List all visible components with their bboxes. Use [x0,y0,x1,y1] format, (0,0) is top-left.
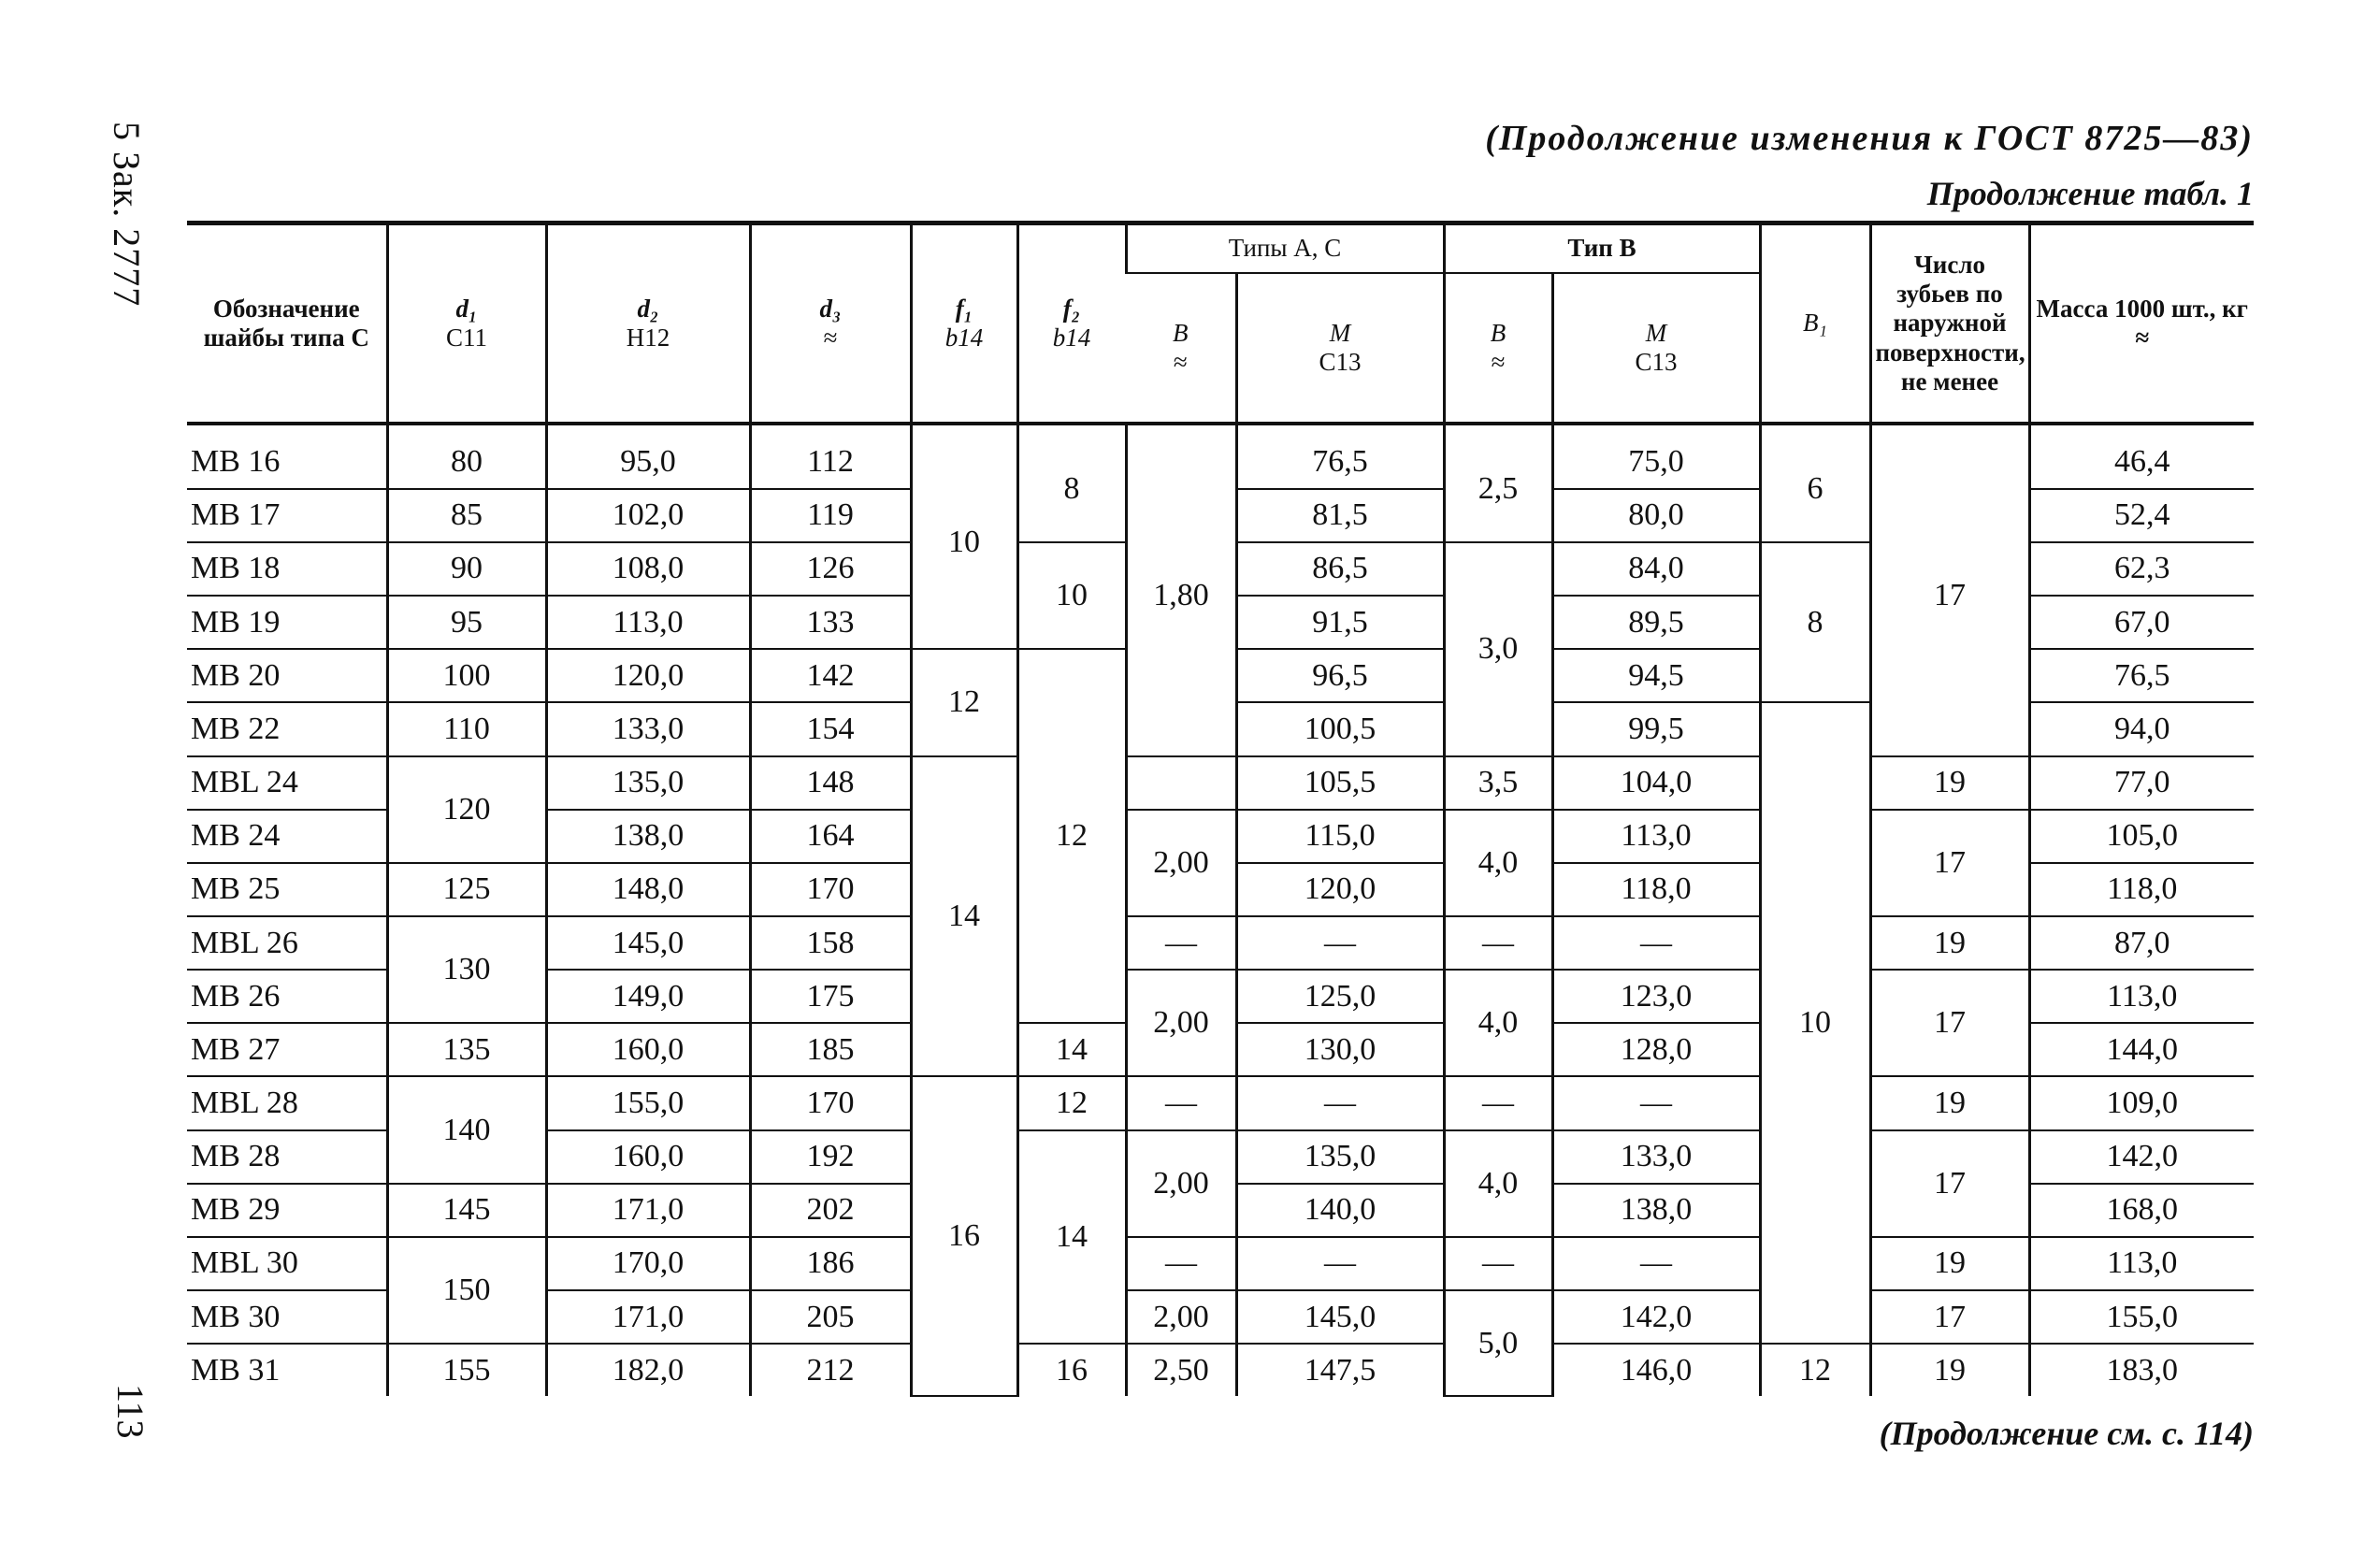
m-b-cell: 142,0 [1552,1290,1760,1344]
b-ac-cell: 2,00 [1126,970,1236,1076]
m-ac-symbol: M [1329,318,1351,347]
d3-cell: 170 [750,863,911,916]
m-b-cell: 84,0 [1552,542,1760,596]
teeth-cell: 17 [1870,970,2029,1076]
b-b-cell: — [1444,1076,1552,1129]
f2-cell: 14 [1017,1023,1126,1076]
d2-cell: 102,0 [546,489,750,542]
d2-cell: 182,0 [546,1344,750,1396]
teeth-cell: 19 [1870,1344,2029,1396]
mass-cell: 183,0 [2029,1344,2254,1396]
b-ac-tolerance: ≈ [1173,348,1188,376]
f2-cell: 12 [1017,649,1126,1023]
header-d1 [387,223,546,424]
d1-cell: 80 [387,437,546,489]
d1-cell: 110 [387,702,546,755]
m-ac-cell: 100,5 [1236,702,1444,755]
designation-cell: MB 31 [191,1352,281,1388]
b-b-cell: 3,0 [1444,542,1552,756]
mass-cell: 142,0 [2029,1130,2254,1184]
m-b-cell: 118,0 [1552,863,1760,916]
m-b-tolerance: C13 [1635,348,1678,376]
m-b-cell: 94,5 [1552,649,1760,702]
b-ac-cell: 2,00 [1126,1130,1236,1237]
header-group-types-ac: Типы А, С [1126,223,1444,274]
header-mass: Масса 1000 шт., кг ≈ [2029,223,2254,424]
designation-cell: MB 28 [187,1130,387,1184]
designation-cell: MBL 26 [187,916,387,970]
m-ac-cell: 130,0 [1236,1023,1444,1076]
m-ac-cell: — [1236,1076,1444,1129]
d2-cell: 149,0 [546,970,750,1023]
b-ac-cell: 2,00 [1126,810,1236,916]
d3-cell: 148 [750,756,911,810]
d1-cell: 145 [387,1184,546,1237]
mass-cell: 144,0 [2029,1023,2254,1076]
header-m-ac [1236,273,1444,424]
designation-cell: MB 27 [187,1023,387,1076]
mass-cell: 52,4 [2029,489,2254,542]
header-b-ac [1126,273,1236,424]
d2-cell: 113,0 [546,596,750,649]
teeth-cell: 17 [1870,1130,2029,1237]
d3-cell: 133 [750,596,911,649]
designation-cell: MB 20 [187,649,387,702]
d1-symbol: d₁ [455,294,478,323]
continuation-note: (Продолжение см. с. 114) [1879,1415,2254,1452]
m-ac-cell: 76,5 [1236,437,1444,489]
teeth-cell: 19 [1870,1237,2029,1290]
mass-cell: 155,0 [2029,1290,2254,1344]
d3-tolerance: ≈ [823,324,838,352]
header-group-type-b: Тип В [1444,223,1760,274]
f2-cell: 8 [1017,437,1126,542]
d2-cell: 135,0 [546,756,750,810]
header-m-b [1552,273,1760,424]
b-ac-cell [1126,756,1236,810]
f1-tolerance: b14 [944,324,984,352]
d2-cell: 133,0 [546,702,750,755]
m-b-cell: — [1552,916,1760,970]
f2-cell: 12 [1017,1076,1126,1129]
table-header [187,223,2254,424]
f1-cell: 16 [911,1076,1017,1396]
document-heading: (Продолжение изменения к ГОСТ 8725—83) [1485,119,2254,158]
m-b-cell: 75,0 [1552,437,1760,489]
b-b-symbol: B [1490,318,1506,347]
d3-cell: 186 [750,1237,911,1290]
d1-cell: 100 [387,649,546,702]
d1-cell: 130 [387,916,546,1023]
mass-cell: 76,5 [2029,649,2254,702]
d3-cell: 158 [750,916,911,970]
m-b-cell: — [1552,1237,1760,1290]
f1-cell: 12 [911,649,1017,755]
m-ac-tolerance: C13 [1319,348,1362,376]
designation-cell: MB 24 [187,810,387,863]
b-ac-cell: 2,50 [1126,1344,1236,1396]
m-ac-cell: 81,5 [1236,489,1444,542]
d2-cell: 148,0 [546,863,750,916]
d1-cell: 95 [387,596,546,649]
d2-cell: 95,0 [546,437,750,489]
m-b-symbol: M [1645,318,1667,347]
m-ac-cell: 120,0 [1236,863,1444,916]
m-ac-cell: 91,5 [1236,596,1444,649]
mass-cell: 168,0 [2029,1184,2254,1237]
m-b-cell: 123,0 [1552,970,1760,1023]
d3-cell: 170 [750,1076,911,1129]
b-b-cell: 4,0 [1444,1130,1552,1237]
d2-cell: 155,0 [546,1076,750,1129]
header-designation: Обозначение шайбы типа С [187,223,387,424]
b-b-cell: — [1444,916,1552,970]
designation-cell: MBL 30 [187,1237,387,1290]
teeth-cell: 19 [1870,916,2029,970]
d1-cell: 85 [387,489,546,542]
m-b-cell: 104,0 [1552,756,1760,810]
designation-cell: MB 30 [187,1290,387,1344]
b-b-cell: 4,0 [1444,810,1552,916]
d2-cell: 171,0 [546,1184,750,1237]
d2-tolerance: H12 [626,324,670,352]
m-ac-cell: 86,5 [1236,542,1444,596]
b-b-cell: 3,5 [1444,756,1552,810]
d3-cell: 112 [750,437,911,489]
b-b-tolerance: ≈ [1491,348,1506,376]
teeth-cell: 19 [1870,1076,2029,1129]
d3-cell: 175 [750,970,911,1023]
d3-cell: 212 [750,1344,911,1396]
mass-cell: 105,0 [2029,810,2254,863]
designation-cell: MB 19 [187,596,387,649]
m-ac-cell: 135,0 [1236,1130,1444,1184]
f2-cell: 10 [1017,542,1126,649]
d3-cell: 142 [750,649,911,702]
m-ac-cell: 105,5 [1236,756,1444,810]
designation-cell: MB 25 [187,863,387,916]
mass-cell: 113,0 [2029,970,2254,1023]
d1-cell: 135 [387,1023,546,1076]
b-b-cell: — [1444,1237,1552,1290]
designation-cell: MBL 24 [187,756,387,810]
mass-cell: 113,0 [2029,1237,2254,1290]
designation-cell: MB 17 [187,489,387,542]
m-ac-cell: 140,0 [1236,1184,1444,1237]
m-b-cell: 146,0 [1552,1344,1760,1396]
m-ac-cell: — [1236,916,1444,970]
designation-cell: MB 22 [187,702,387,755]
table-row [187,756,2254,810]
mass-cell: 109,0 [2029,1076,2254,1129]
f1-symbol: f₁ [955,294,973,323]
d1-cell: 120 [387,756,546,863]
m-ac-cell: 96,5 [1236,649,1444,702]
table-row [187,1076,2254,1129]
table-continuation-label: Продолжение табл. 1 [1926,175,2254,212]
d3-cell: 205 [750,1290,911,1344]
b-ac-cell: — [1126,916,1236,970]
designation-cell: MBL 28 [187,1076,387,1129]
b-ac-cell: 2,00 [1126,1290,1236,1344]
d2-cell: 108,0 [546,542,750,596]
f1-cell: 10 [911,437,1017,649]
mass-cell: 87,0 [2029,916,2254,970]
m-ac-cell: 145,0 [1236,1290,1444,1344]
b-ac-cell: — [1126,1237,1236,1290]
mass-cell: 94,0 [2029,702,2254,755]
m-b-cell: 113,0 [1552,810,1760,863]
m-b-cell: — [1552,1076,1760,1129]
header-d2 [546,223,750,424]
m-ac-cell: — [1236,1237,1444,1290]
b1-cell: 6 [1760,437,1870,542]
b1-cell: 10 [1760,702,1870,1344]
teeth-cell: 19 [1870,756,2029,810]
teeth-cell: 17 [1870,1290,2029,1344]
header-f2 [1017,223,1126,424]
d1-cell: 140 [387,1076,546,1183]
m-ac-cell: 147,5 [1236,1344,1444,1396]
d3-cell: 154 [750,702,911,755]
table-row [187,1344,2254,1396]
m-b-cell: 133,0 [1552,1130,1760,1184]
mass-cell: 118,0 [2029,863,2254,916]
b-b-cell: 5,0 [1444,1290,1552,1396]
d2-cell: 160,0 [546,1023,750,1076]
d1-tolerance: C11 [445,324,487,352]
d2-cell: 145,0 [546,916,750,970]
b-ac-cell: 1,80 [1126,437,1236,756]
designation-cell: MB 16 [187,437,387,489]
d2-cell: 170,0 [546,1237,750,1290]
header-b1 [1760,223,1870,424]
b1-cell: 12 [1760,1344,1870,1396]
designation-cell: MB 18 [187,542,387,596]
f2-cell: 16 [1017,1344,1126,1396]
b1-cell: 8 [1760,542,1870,702]
m-b-cell: 99,5 [1552,702,1760,755]
m-ac-cell: 115,0 [1236,810,1444,863]
d3-symbol: d₃ [819,294,842,323]
table-row [187,1237,2254,1290]
f1-cell: 14 [911,756,1017,1077]
header-d3 [750,223,911,424]
side-order-note: 5 Зак. 2777 [106,122,148,308]
d3-cell: 164 [750,810,911,863]
d3-cell: 119 [750,489,911,542]
f2-tolerance: b14 [1052,324,1091,352]
designation-cell: MB 26 [187,970,387,1023]
f2-symbol: f₂ [1062,294,1081,323]
b-b-cell: 2,5 [1444,437,1552,542]
d3-cell: 126 [750,542,911,596]
d2-cell: 171,0 [546,1290,750,1344]
d1-cell: 90 [387,542,546,596]
washer-dimensions-table [187,221,2254,1397]
d3-cell: 202 [750,1184,911,1237]
m-b-cell: 89,5 [1552,596,1760,649]
d2-cell: 138,0 [546,810,750,863]
table-row [187,916,2254,970]
m-ac-cell: 125,0 [1236,970,1444,1023]
b-b-cell: 4,0 [1444,970,1552,1076]
header-b-b [1444,273,1552,424]
d2-cell: 120,0 [546,649,750,702]
d1-cell: 150 [387,1237,546,1344]
header-f1 [911,223,1017,424]
table-body [187,424,2254,1396]
f2-cell: 14 [1017,1130,1126,1345]
b-ac-cell: — [1126,1076,1236,1129]
header-teeth-count: Число зубьев по наружной поверхности, не менее [1870,223,2029,424]
designation-cell: MB 29 [187,1184,387,1237]
d2-symbol: d₂ [637,294,659,323]
mass-cell: 46,4 [2029,437,2254,489]
page-number: 113 [109,1384,151,1439]
d2-cell: 160,0 [546,1130,750,1184]
d3-cell: 185 [750,1023,911,1076]
d1-cell: 155 [387,1344,546,1396]
teeth-cell: 17 [1870,810,2029,916]
teeth-cell: 17 [1870,437,2029,756]
mass-cell: 62,3 [2029,542,2254,596]
m-b-cell: 138,0 [1552,1184,1760,1237]
table-row [187,437,2254,489]
mass-cell: 77,0 [2029,756,2254,810]
b-ac-symbol: B [1173,318,1189,347]
m-b-cell: 128,0 [1552,1023,1760,1076]
mass-cell: 67,0 [2029,596,2254,649]
d1-cell: 125 [387,863,546,916]
b1-symbol: B₁ [1803,309,1827,338]
m-b-cell: 80,0 [1552,489,1760,542]
d3-cell: 192 [750,1130,911,1184]
